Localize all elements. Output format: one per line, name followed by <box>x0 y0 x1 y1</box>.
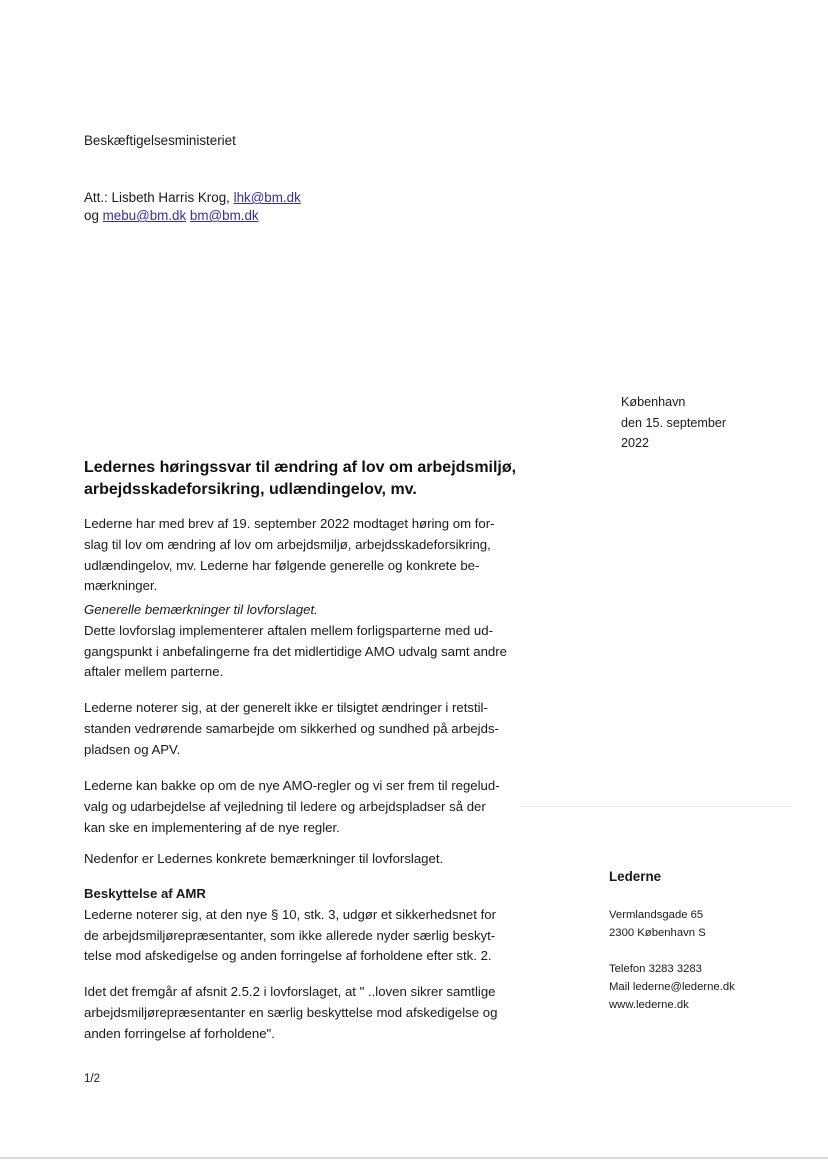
notes-paragraph <box>84 698 499 760</box>
recipient-cc <box>84 206 259 225</box>
sender-postal: 2300 København S <box>609 927 706 939</box>
document-title <box>84 457 516 501</box>
attention-name: Att.: Lisbeth Harris Krog, <box>84 190 234 205</box>
general-line: gangspunkt i anbefalingerne fra det midlertidige AMO udvalg samt andre <box>84 643 507 659</box>
amr-heading: Beskyttelse af AMR <box>84 886 206 901</box>
general-line: Dette lovforslag implementerer aftalen mellem forligsparterne med ud- <box>84 622 493 638</box>
support-line: valg og udarbejdelse af vejledning til ledere og arbejdspladser så der <box>84 798 486 814</box>
sender-web: www.lederne.dk <box>609 999 689 1011</box>
intro-line: Lederne har med brev af 19. september 2022 modtaget høring om for- <box>84 516 495 531</box>
email-link-mebu[interactable]: mebu@bm.dk <box>102 208 187 223</box>
date-day: den 15. september <box>621 415 727 430</box>
date-city: København <box>621 395 686 409</box>
notes-line: pladsen og APV. <box>84 741 181 757</box>
title-line-1: Ledernes høringssvar til ændring af lov om arbejdsmiljø, <box>84 459 517 476</box>
recipient-attention <box>84 188 301 207</box>
notes-line: standen vedrørende samarbejde om sikkerhed og sundhed på arbejds- <box>84 720 499 736</box>
amr-line: telse mod afskedigelse og anden forringelse af forholdene efter stk. 2. <box>84 948 492 964</box>
intro-line: slag til lov om ændring af lov om arbejdsmiljø, arbejdsskadeforsikring, <box>84 536 491 552</box>
email-link-bm[interactable]: bm@bm.dk <box>189 208 259 223</box>
general-section <box>84 600 507 683</box>
sender-name: Lederne <box>609 869 662 884</box>
recipient-ministry: Beskæftigelsesministeriet <box>84 133 236 148</box>
amr-line: de arbejdsmiljørepræsentanter, som ikke allerede nyder særlig beskyt- <box>84 927 496 943</box>
sender-contact <box>609 960 735 1014</box>
amr-quote-line: Idet det fremgår af afsnit 2.5.2 i lovforslaget, at " ..loven sikrer samtlige <box>84 984 496 999</box>
cc-prefix: og <box>84 208 103 223</box>
general-heading: Generelle bemærkninger til lovforslaget. <box>84 602 318 617</box>
intro-paragraph <box>84 514 495 597</box>
date-block <box>621 392 726 454</box>
below-paragraph: Nedenfor er Ledernes konkrete bemærkninger til lovforslaget. <box>84 851 444 866</box>
intro-line: mærkninger. <box>84 578 158 594</box>
sender-address <box>609 906 706 942</box>
amr-quote-line: anden forringelse af forholdene". <box>84 1025 275 1041</box>
sender-mail: Mail lederne@lederne.dk <box>609 981 735 993</box>
amr-quote-paragraph <box>84 982 497 1044</box>
title-line-2: arbejdsskadeforsikring, udlændingelov, mv. <box>84 481 417 498</box>
amr-line: Lederne noterer sig, at den nye § 10, stk. 3, udgør et sikkerhedsnet for <box>84 906 496 922</box>
support-line: Lederne kan bakke op om de nye AMO-regler og vi ser frem til regelud- <box>84 778 500 793</box>
faint-divider <box>520 806 792 807</box>
date-year: 2022 <box>621 436 650 450</box>
notes-line: Lederne noterer sig, at der generelt ikke er tilsigtet ændringer i retstil- <box>84 700 488 715</box>
scan-edge-rule <box>0 1157 828 1159</box>
sender-phone: Telefon 3283 3283 <box>609 963 702 975</box>
page-number: 1/2 <box>84 1073 100 1085</box>
amr-quote-line: arbejdsmiljørepræsentanter en særlig beskyttelse mod afskedigelse og <box>84 1004 498 1020</box>
intro-line: udlændingelov, mv. Lederne har følgende generelle og konkrete be- <box>84 557 480 573</box>
support-paragraph <box>84 776 500 838</box>
general-line: aftaler mellem parterne. <box>84 664 224 680</box>
email-link-lhk[interactable]: lhk@bm.dk <box>233 190 301 205</box>
sender-street: Vermlandsgade 65 <box>609 909 704 921</box>
support-line: kan ske en implementering af de nye regler. <box>84 819 340 835</box>
amr-section <box>84 884 496 967</box>
